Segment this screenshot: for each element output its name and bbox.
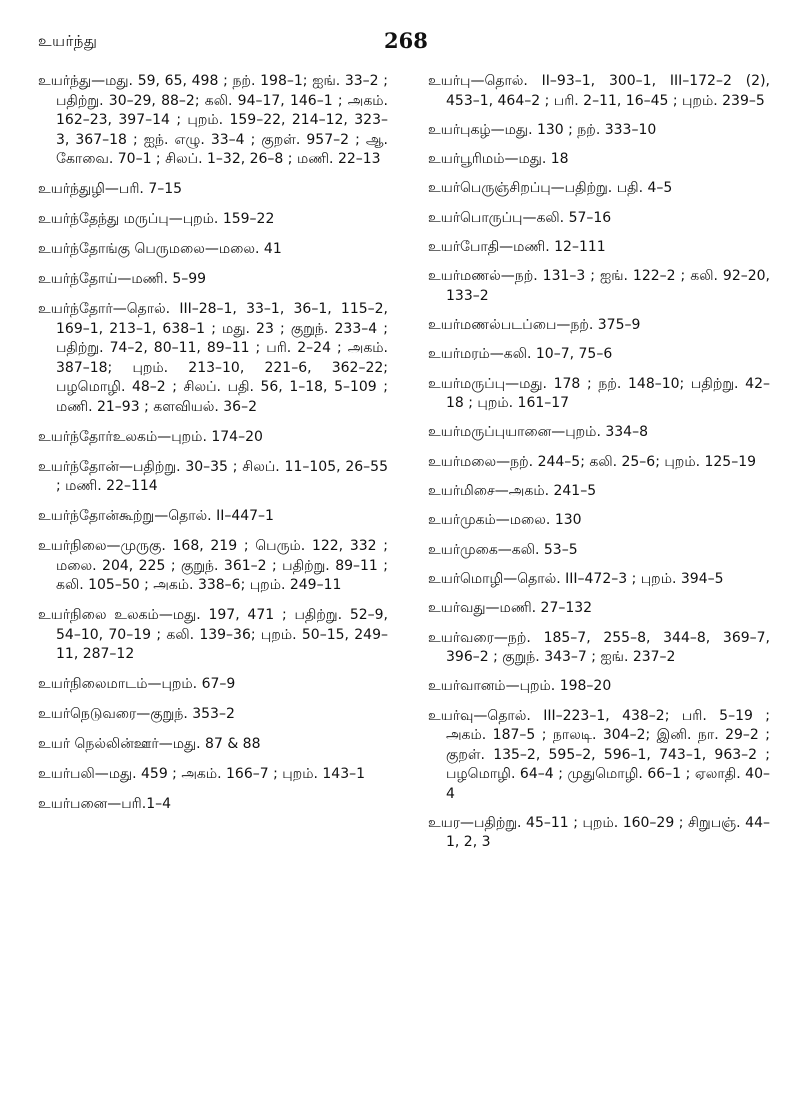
index-entry: உயர்மருப்புயானை—புறம். 334–8 xyxy=(428,424,648,441)
index-entry: உயர்மலை—நற். 244–5; கலி. 25–6; புறம். 125–19 xyxy=(428,453,757,470)
index-entry: உயர்மருப்பு—மது. 178 ; நற். 148–10; பதிற்று. 42–18 ; புறம். 161–17 xyxy=(428,375,770,412)
index-entry: உயர்ந்தோங்கு பெருமலை—மலை. 41 xyxy=(38,241,282,257)
index-entry: உயர்ந்துழி—பரி. 7–15 xyxy=(38,181,183,197)
index-entry: உயர்நிலை—முருகு. 168, 219 ; பெரும். 122, 332 ; மலை. 204, 225 ; குறுந். 361–2 ; பதிற்று. 89–11 ; கலி. 105–50 ; அகம். 338–6; புறம். 249–11 xyxy=(38,538,388,593)
index-entry: உயர்ந்தேந்து மருப்பு—புறம். 159–22 xyxy=(38,211,275,227)
index-entry: உயர்மணல்—நற். 131–3 ; ஐங். 122–2 ; கலி. 92–20, 133–2 xyxy=(428,268,770,304)
index-entry: உயர்புகழ்—மது. 130 ; நற். 333–10 xyxy=(428,121,657,138)
index-entry: உயர—பதிற்று. 45–11 ; புறம். 160–29 ; சிறுபஞ். 44–1, 2, 3 xyxy=(428,814,770,851)
index-entry: உயர்ந்தோர்—தொல். III–28–1, 33–1, 36–1, 115–2, 169–1, 213–1, 638–1 ; மது. 23 ; குறுந். 233–4 ; பதிற்று. 74–2, 80–11, 89–11 ; பரி. 2–24 ; அகம். 387–18; புறம். 213–10, 221–6, 362–22; பழமொழி. 48–2 ; சிலப். பதி. 56, 1–18, 5–109 ; மணி. 21–93 ; களவியல். 36–2 xyxy=(38,301,388,415)
index-entry: உயர்ந்தோர்உலகம்—புறம். 174–20 xyxy=(38,428,263,445)
running-head: உயர்ந்து xyxy=(38,32,98,50)
index-entry: உயர்நிலை உலகம்—மது. 197, 471 ; பதிற்று. 52–9, 54–10, 70–19 ; கலி. 139–36; புறம். 50–15, 249–11, 287–12 xyxy=(38,607,388,662)
index-entry: உயர்பு—தொல். II–93–1, 300–1, III–172–2 (2), 453–1, 464–2 ; பரி. 2–11, 16–45 ; புறம். 239–5 xyxy=(428,73,770,109)
index-entry: உயர்பொருப்பு—கலி. 57–16 xyxy=(428,209,612,226)
index-entry: உயர்ந்தோய்—மணி. 5–99 xyxy=(38,271,207,287)
index-entry: உயர்பலி—மது. 459 ; அகம். 166–7 ; புறம். 143–1 xyxy=(38,766,366,782)
right-column xyxy=(428,72,770,863)
index-entry: உயர்போதி—மணி. 12–111 xyxy=(428,238,606,255)
index-entry: உயர்ந்து—மது. 59, 65, 498 ; நற். 198–1; ஐங். 33–2 ; பதிற்று. 30–29, 88–2; கலி. 94–17, 146–1 ; அகம். 162–23, 397–14 ; புறம். 159–22, 214–12, 323–3, 367–18 ; ஐந். எழு. 33–4 ; குறள். 957–2 ; ஆ. கோவை. 70–1 ; சிலப். 1–32, 26–8 ; மணி. 22–13 xyxy=(38,73,388,167)
index-entry: உயர்முகை—கலி. 53–5 xyxy=(428,541,578,558)
index-entry: உயர்மரம்—கலி. 10–7, 75–6 xyxy=(428,346,613,363)
index-entry: உயர்வரை—நற். 185–7, 255–8, 344–8, 369–7, 396–2 ; குறுந். 343–7 ; ஐங். 237–2 xyxy=(428,629,770,666)
index-entry: உயர்நிலைமாடம்—புறம். 67–9 xyxy=(38,676,236,692)
index-entry: உயர்மணல்படப்பை—நற். 375–9 xyxy=(428,317,641,334)
index-entry: உயர்மிசை—அகம். 241–5 xyxy=(428,483,597,500)
index-entry: உயர்பெருஞ்சிறப்பு—பதிற்று. பதி. 4–5 xyxy=(428,180,673,197)
index-entry: உயர்ந்தோன்—பதிற்று. 30–35 ; சிலப். 11–105, 26–55 ; மணி. 22–114 xyxy=(38,458,388,494)
index-entry: உயர்முகம்—மலை. 130 xyxy=(428,512,582,529)
page-number: 268 xyxy=(384,28,428,53)
index-entry: உயர்நெடுவரை—குறுந். 353–2 xyxy=(38,706,235,722)
index-entry: உயர்மொழி—தொல். III–472–3 ; புறம். 394–5 xyxy=(428,570,724,587)
index-entry: உயர்வது—மணி. 27–132 xyxy=(428,600,593,617)
index-entry: உயர் நெல்லின்ஊர்—மது. 87 & 88 xyxy=(38,736,261,752)
index-entry: உயர்வானம்—புறம். 198–20 xyxy=(428,678,612,695)
index-entry: உயர்வு—தொல். III–223–1, 438–2; பரி. 5–19 ; அகம். 187–5 ; நாலடி. 304–2; இனி. நா. 29–2 ; குறள். 135–2, 595–2, 596–1, 743–1, 963–2 ; பழமொழி. 64–4 ; முதுமொழி. 66–1 ; ஏலாதி. 40–4 xyxy=(428,707,770,802)
index-entry: உயர்பனை—பரி.1–4 xyxy=(38,796,172,812)
left-column xyxy=(38,72,388,825)
index-entry: உயர்ந்தோன்கூற்று—தொல். II–447–1 xyxy=(38,508,274,524)
index-entry: உயர்பூரிமம்—மது. 18 xyxy=(428,151,569,168)
